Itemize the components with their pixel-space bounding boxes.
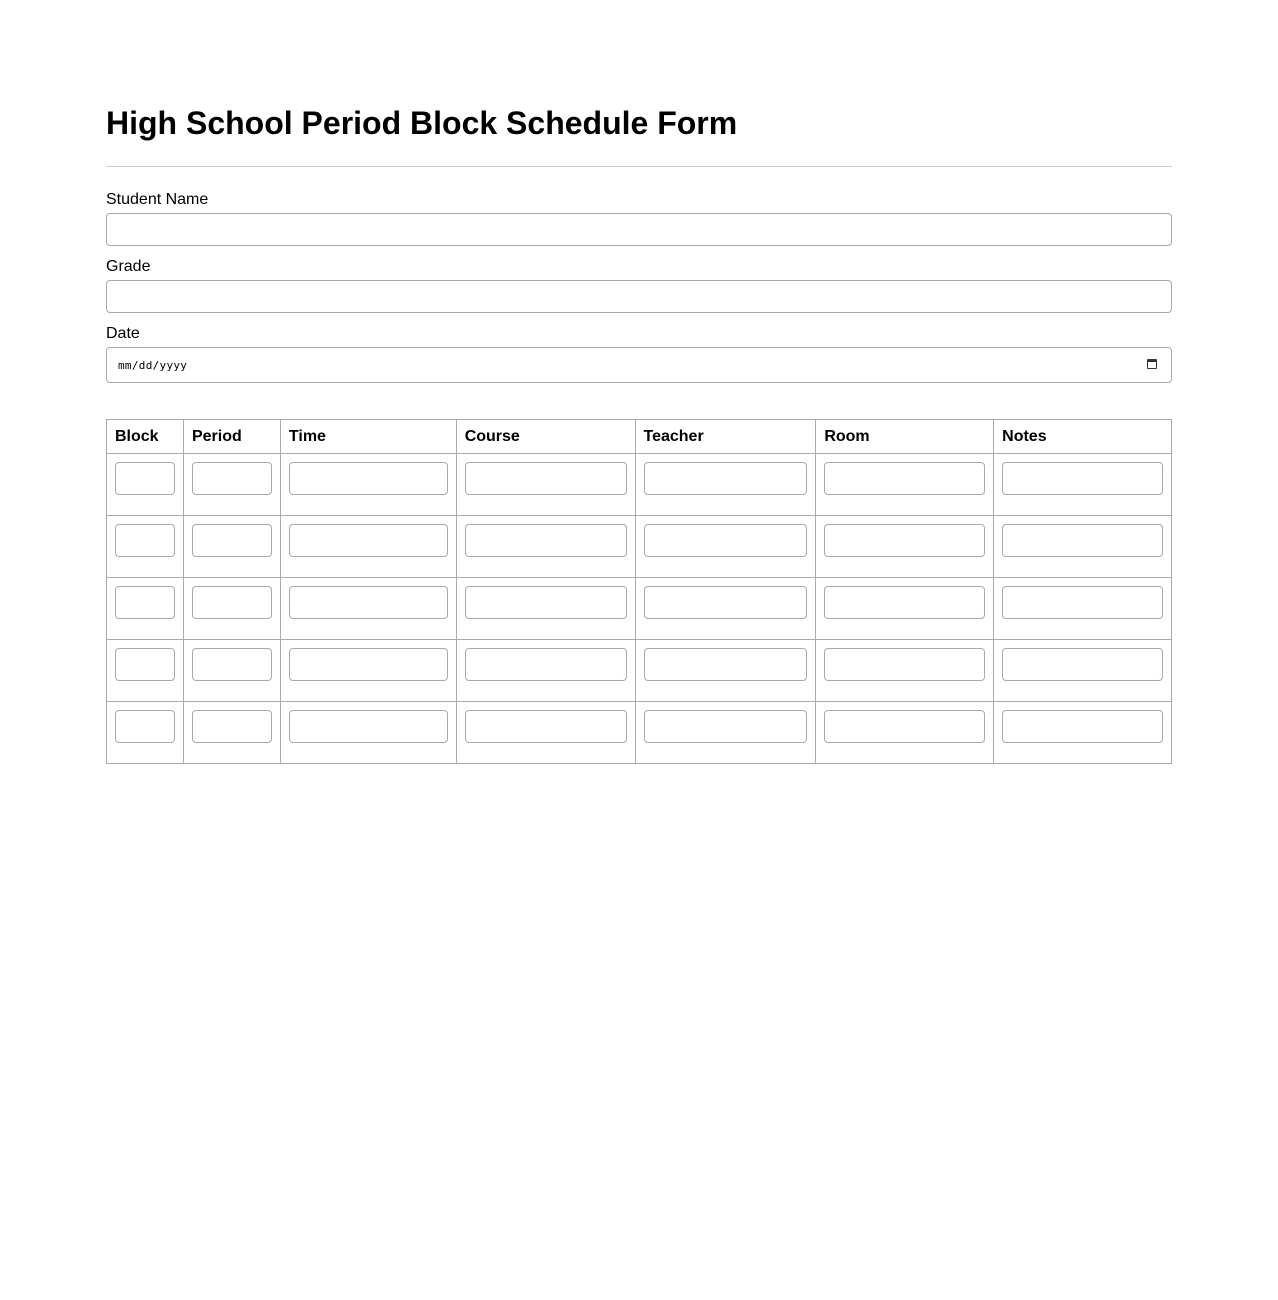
cell-period [183,578,280,640]
room-input[interactable] [824,710,985,743]
cell-time [280,454,456,516]
time-input[interactable] [289,648,448,681]
teacher-input[interactable] [644,648,808,681]
cell-course [456,702,635,764]
grade-label: Grade [106,258,151,275]
cell-notes [994,516,1172,578]
student-name-label: Student Name [106,191,209,208]
cell-time [280,702,456,764]
cell-course [456,640,635,702]
cell-room [816,702,994,764]
course-input[interactable] [465,648,627,681]
block-input[interactable] [115,524,175,557]
cell-block [107,702,184,764]
cell-course [456,578,635,640]
teacher-input[interactable] [644,586,808,619]
room-input[interactable] [824,524,985,557]
cell-period [183,702,280,764]
cell-notes [994,640,1172,702]
cell-notes [994,454,1172,516]
cell-teacher [635,702,816,764]
room-input[interactable] [824,648,985,681]
block-input[interactable] [115,648,175,681]
course-input[interactable] [465,462,627,495]
cell-block [107,516,184,578]
cell-course [456,516,635,578]
calendar-icon[interactable] [1147,359,1157,369]
notes-input[interactable] [1002,710,1163,743]
cell-teacher [635,578,816,640]
time-input[interactable] [289,524,448,557]
block-input[interactable] [115,462,175,495]
notes-input[interactable] [1002,524,1163,557]
cell-notes [994,578,1172,640]
period-input[interactable] [192,586,272,619]
student-name-input[interactable] [106,213,1172,246]
cell-time [280,640,456,702]
column-header-room: Room [816,420,994,454]
cell-teacher [635,454,816,516]
period-input[interactable] [192,710,272,743]
title-divider [106,166,1172,167]
time-input[interactable] [289,462,448,495]
cell-block [107,578,184,640]
room-input[interactable] [824,586,985,619]
block-input[interactable] [115,586,175,619]
table-header-row [107,420,1172,454]
period-input[interactable] [192,462,272,495]
notes-input[interactable] [1002,586,1163,619]
page-title: High School Period Block Schedule Form [106,105,738,141]
table-row [107,640,1172,702]
cell-teacher [635,640,816,702]
column-header-course: Course [456,420,635,454]
cell-block [107,640,184,702]
cell-room [816,516,994,578]
schedule-table [106,419,1172,764]
column-header-teacher: Teacher [635,420,816,454]
cell-room [816,454,994,516]
cell-period [183,640,280,702]
column-header-time: Time [280,420,456,454]
cell-room [816,640,994,702]
cell-room [816,578,994,640]
table-row [107,578,1172,640]
course-input[interactable] [465,524,627,557]
cell-course [456,454,635,516]
room-input[interactable] [824,462,985,495]
cell-block [107,454,184,516]
block-input[interactable] [115,710,175,743]
time-input[interactable] [289,586,448,619]
teacher-input[interactable] [644,524,808,557]
cell-period [183,454,280,516]
table-row [107,702,1172,764]
time-input[interactable] [289,710,448,743]
column-header-notes: Notes [994,420,1172,454]
notes-input[interactable] [1002,648,1163,681]
date-placeholder: mm/dd/yyyy [118,358,188,372]
period-input[interactable] [192,524,272,557]
notes-input[interactable] [1002,462,1163,495]
teacher-input[interactable] [644,462,808,495]
period-input[interactable] [192,648,272,681]
grade-input[interactable] [106,280,1172,313]
cell-time [280,578,456,640]
course-input[interactable] [465,586,627,619]
course-input[interactable] [465,710,627,743]
column-header-period: Period [183,420,280,454]
column-header-block: Block [107,420,184,454]
table-row [107,454,1172,516]
cell-notes [994,702,1172,764]
cell-time [280,516,456,578]
teacher-input[interactable] [644,710,808,743]
date-input[interactable] [106,347,1172,383]
date-label: Date [106,325,140,342]
cell-teacher [635,516,816,578]
cell-period [183,516,280,578]
table-row [107,516,1172,578]
